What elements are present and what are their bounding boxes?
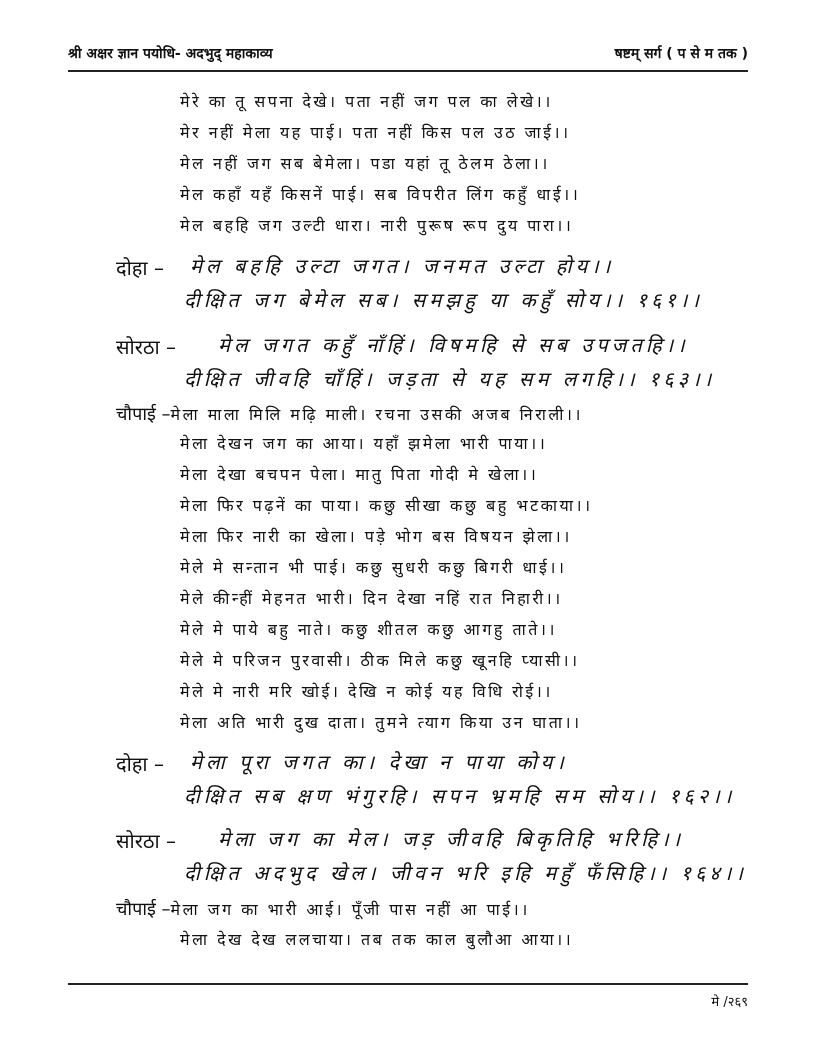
verse-line: मेले मे नारी मरि खोई। देखि न कोई यह विधि रोई।।	[180, 682, 553, 701]
verse-line: मेर नहीं मेला यह पाई। पता नहीं किस पल उठ जाई।।	[180, 123, 571, 142]
verse-line: मेले मे परिजन पुरवासी। ठीक मिले कछु खूनहि प्यासी।।	[180, 651, 580, 670]
soratha-line: मेला जग का मेल। जड़ जीवहि बिकृतिहि भरिहि।।	[218, 827, 685, 851]
verse-line: मेल नहीं जग सब बेमेला। पडा यहां तू ठेलम ठेला।।	[180, 154, 550, 173]
verse-line: मेले मे सन्तान भी पाई। कछु सुधरी कछु बिगरी धाई।।	[180, 558, 567, 577]
soratha-line: मेल जगत कहुँ नाँहिं। विषमहि से सब उपजतहि।।	[218, 333, 689, 357]
verse-line: मेला देख देख ललचाया। तब तक काल बुलौआ आया।।	[180, 930, 574, 949]
soratha-line: दीक्षित जीवहि चाँहिं। जड़ता से यह सम लगहि।। १६३।।	[184, 367, 716, 391]
verse-line: मेला देखन जग का आया। यहाँ झमेला भारी पाया।।	[180, 434, 548, 453]
doha-line: दीक्षित जग बेमेल सब। समझहु या कहुँ सोय।। १६१।।	[184, 288, 703, 312]
soratha-label: सोरठा –	[116, 829, 177, 853]
soratha-label: सोरठा –	[116, 335, 177, 359]
doha-line: मेला पूरा जगत का। देखा न पाया कोय।	[190, 750, 568, 774]
verse-line: मेला माला मिलि मढ़ि माली। रचना उसकी अजब निराली।।	[170, 405, 583, 424]
verse-line: मेला अति भारी दुख दाता। तुमने त्याग किया उन घाता।।	[180, 713, 582, 732]
verse-line: मेला जग का भारी आई। पूँजी पास नहीं आ पाई।।	[170, 900, 530, 919]
verse-line: मेला देखा बचपन पेला। मातु पिता गोदी मे खेला।।	[180, 465, 539, 484]
footer-divider	[68, 983, 748, 985]
verse-line: मेले कीन्हीं मेहनत भारी। दिन देखा नहिं रात निहारी।।	[180, 589, 563, 608]
chaupai-label	[116, 897, 530, 921]
doha-line: दीक्षित सब क्षण भंगुरहि। सपन भ्रमहि सम सोय।। १६२।।	[184, 784, 736, 808]
doha-label: दोहा –	[116, 256, 164, 280]
chaupai-label-text: चौपाई –	[116, 899, 171, 920]
chapter-title: षष्टम् सर्ग ( प से म तक )	[614, 46, 748, 62]
verse-line: मेल बहहि जग उल्टी धारा। नारी पुरूष रूप दुय पारा।।	[180, 216, 574, 235]
doha-line: मेल बहहि उल्टा जगत। जनमत उल्टा होय।।	[190, 254, 615, 278]
page-header	[68, 40, 748, 72]
verse-line: मेरे का तू सपना देखे। पता नहीं जग पल का लेखे।।	[180, 92, 553, 111]
page-number: मे /२६९	[711, 995, 748, 1010]
chaupai-label-text: चौपाई –	[116, 404, 171, 425]
verse-line: मेल कहाँ यहँ किसनें पाई। सब विपरीत लिंग कहुँ धाई।।	[180, 185, 581, 204]
chaupai-label	[116, 402, 583, 426]
soratha-line: दीक्षित अदभुद खेल। जीवन भरि इहि महुँ फँसिहि।। १६४।।	[184, 861, 747, 885]
verse-line: मेला फिर नारी का खेला। पड़े भोग बस विषयन झेला।।	[180, 527, 572, 546]
doha-label: दोहा –	[116, 752, 164, 776]
verse-line: मेला फिर पढ़नें का पाया। कछु सीखा कछु बहु भटकाया।।	[180, 496, 593, 515]
verse-line: मेले मे पाये बहु नाते। कछु शीतल कछु आगहु ताते।।	[180, 620, 557, 639]
book-title: श्री अक्षर ज्ञान पयोधि- अदभुद् महाकाव्य	[68, 46, 273, 62]
